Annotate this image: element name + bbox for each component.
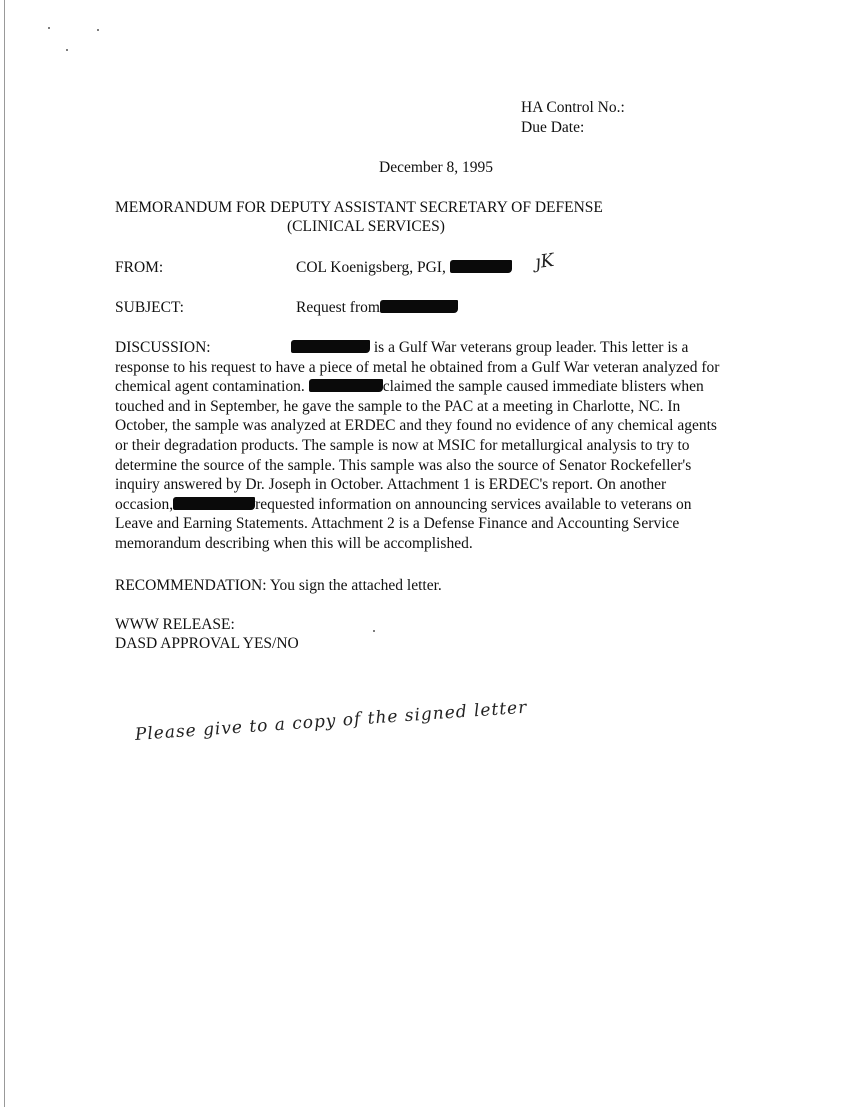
memo-date: December 8, 1995 xyxy=(379,159,494,176)
discussion-line: inquiry answered by Dr. Joseph in October. Attachment 1 is ERDEC's report. On another xyxy=(115,476,667,494)
due-date-label: Due Date: xyxy=(521,119,585,136)
scan-edge xyxy=(4,0,5,1107)
discussion-line: Leave and Earning Statements. Attachment 2 is a Defense Finance and Accounting Service xyxy=(115,515,680,533)
redaction-block xyxy=(380,300,458,313)
subject-text: Request from xyxy=(296,299,380,316)
discussion-line: occasion, requested information on announcing services available to veterans on xyxy=(115,495,692,513)
www-release-label: WWW RELEASE: xyxy=(115,616,235,633)
discussion-paragraph xyxy=(115,338,775,554)
scan-speck xyxy=(97,29,99,31)
redaction-block xyxy=(173,497,255,510)
recommendation-line xyxy=(115,576,442,596)
from-label: FROM: xyxy=(115,259,164,276)
dasd-approval-label: DASD APPROVAL YES/NO xyxy=(115,635,299,652)
scan-speck xyxy=(373,630,375,632)
redaction-block xyxy=(291,340,370,353)
recommendation-label: RECOMMENDATION: xyxy=(115,577,267,594)
memo-title-line2: (CLINICAL SERVICES) xyxy=(287,218,445,235)
control-no-label: HA Control No.: xyxy=(521,99,625,116)
scan-speck xyxy=(66,49,68,51)
scan-speck xyxy=(48,27,50,29)
discussion-line: determine the source of the sample. This sample was also the source of Senator Rockefeller's xyxy=(115,456,692,474)
discussion-label: DISCUSSION: xyxy=(115,339,211,356)
subject-value xyxy=(296,298,458,318)
from-name: COL Koenigsberg, PGI, xyxy=(296,259,446,276)
discussion-line: chemical agent contamination. claimed the sample caused immediate blisters when xyxy=(115,378,704,396)
subject-label: SUBJECT: xyxy=(115,299,184,316)
discussion-line: DISCUSSION: is a Gulf War veterans group leader. This letter is a xyxy=(115,339,689,356)
redaction-block xyxy=(450,260,512,273)
recommendation-value: You sign the attached letter. xyxy=(269,577,442,594)
handwritten-note: Please give to a copy of the signed letter xyxy=(134,697,528,745)
discussion-line: memorandum describing when this will be accomplished. xyxy=(115,534,473,552)
from-value xyxy=(296,258,512,278)
discussion-line: October, the sample was analyzed at ERDEC and they found no evidence of any chemical agents xyxy=(115,417,717,435)
discussion-line: or their degradation products. The sample is now at MSIC for metallurgical analysis to try to xyxy=(115,436,690,454)
handwritten-initials: ȷK xyxy=(533,249,556,274)
discussion-line: response to his request to have a piece of metal he obtained from a Gulf War veteran analyzed for xyxy=(115,358,720,376)
discussion-line: touched and in September, he gave the sample to the PAC at a meeting in Charlotte, NC. In xyxy=(115,397,681,415)
memo-title-line1: MEMORANDUM FOR DEPUTY ASSISTANT SECRETARY OF DEFENSE xyxy=(115,199,603,216)
redaction-block xyxy=(309,379,383,392)
